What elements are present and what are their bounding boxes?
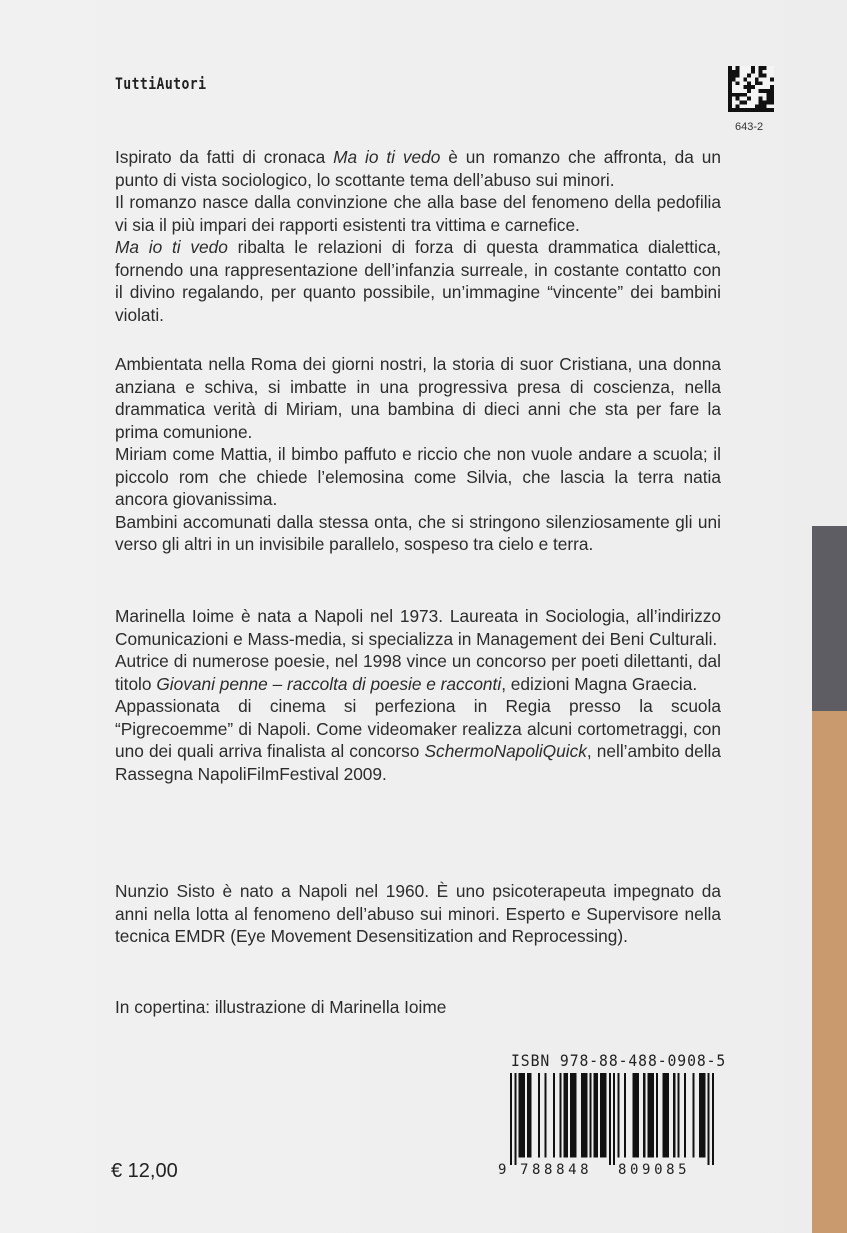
spine-stripe-gray <box>812 526 847 711</box>
barcode-bar <box>538 1073 540 1157</box>
author1-paragraph-1: Marinella Ioime è nata a Napoli nel 1973. Laureata in Sociologia, all’indirizzo Comunicazioni e Mass-media, si specializza in Management dei Beni Culturali. <box>115 606 721 649</box>
story-section <box>115 353 721 556</box>
barcode-bar <box>527 1073 529 1157</box>
author1-paragraph-2: Autrice di numerose poesie, nel 1998 vince un concorso per poeti dilettanti, dal titolo Giovani penne – raccolta di poesie e racconti, edizioni Magna Graecia. <box>115 651 721 694</box>
contest-title: SchermoNapoliQuick <box>424 741 587 761</box>
barcode-bar <box>647 1073 649 1157</box>
barcode-bar <box>519 1073 521 1157</box>
barcode-bar <box>570 1073 572 1157</box>
barcode-bar <box>712 1073 714 1165</box>
barcode-bar <box>699 1073 701 1157</box>
cover-credit: In copertina: illustrazione di Marinella Ioime <box>115 997 447 1017</box>
barcode-bar <box>553 1073 555 1157</box>
barcode-bar <box>656 1073 658 1157</box>
story-paragraph-2: Miriam come Mattia, il bimbo paffuto e riccio che non vuole andare a scuola; il piccolo rom che chiede l’elemosina come Silvia, che lascia la terra natia ancora giovanissima. <box>115 444 721 509</box>
author2-paragraph-1: Nunzio Sisto è nato a Napoli nel 1960. È uno psicoterapeuta impegnato da anni nella lotta al fenomeno dell’abuso sui minori. Esperto e Supervisore nella tecnica EMDR (Eye Movement Desensitization and Reprocessing). <box>115 881 721 946</box>
barcode-bar <box>650 1073 652 1157</box>
barcode-bar <box>585 1073 587 1157</box>
barcode-bar <box>665 1073 667 1157</box>
barcode-bar <box>703 1073 705 1157</box>
barcode-bar <box>559 1073 561 1157</box>
barcode-bar <box>600 1073 602 1157</box>
barcode-icon <box>510 1073 714 1165</box>
barcode-bar <box>677 1073 679 1157</box>
barcode-bar <box>572 1073 574 1157</box>
barcode-bar <box>609 1073 611 1165</box>
barcode-bar <box>708 1073 710 1165</box>
barcode-bar <box>652 1073 654 1157</box>
isbn-label: ISBN 978-88-488-0908-5 <box>511 1051 727 1070</box>
publisher-logo: TuttiAutori <box>115 74 207 93</box>
barcode-bar <box>684 1073 686 1157</box>
barcode-bar <box>523 1073 525 1157</box>
author-marinella-bio <box>115 605 721 785</box>
barcode-bar <box>596 1073 598 1157</box>
barcode-bar <box>514 1073 516 1165</box>
barcode-bar <box>637 1073 639 1157</box>
barcode-bar <box>624 1073 626 1157</box>
story-paragraph-3: Bambini accomunati dalla stessa onta, che si stringono silenziosamente gli uni verso gli altri in un invisibile parallelo, sospeso tra cielo e terra. <box>115 511 721 554</box>
barcode-bar <box>510 1073 512 1165</box>
barcode-bar <box>662 1073 664 1157</box>
barcode-bar <box>581 1073 583 1157</box>
barcode-bar <box>589 1073 591 1157</box>
barcode-left-group: 788848 <box>520 1162 593 1178</box>
barcode-bar <box>564 1073 566 1157</box>
book-title: Ma io ti vedo <box>115 237 228 257</box>
barcode-bar <box>544 1073 546 1157</box>
barcode-bar <box>701 1073 703 1157</box>
synopsis-section <box>115 146 721 326</box>
barcode-bar <box>566 1073 568 1157</box>
synopsis-paragraph-3: Ma io ti vedo ribalta le relazioni di forza di questa drammatica dialettica, fornendo una rappresentazione dell’infanzia surreale, in costante contatto con il divino regalando, per quanto possibile, un’immagine “vincente” dei bambini violati. <box>115 237 721 325</box>
barcode-bar <box>574 1073 576 1157</box>
barcode-right-group: 809085 <box>618 1162 691 1178</box>
barcode-bar <box>521 1073 523 1157</box>
barcode-bar <box>583 1073 585 1157</box>
author1-paragraph-3: Appassionata di cinema si perfeziona in Regia presso la scuola “Pigrecoemme” di Napoli. Come videomaker realizza alcuni cortometraggi, con uno dei quali arriva finalista al concorso SchermoNapoliQuick, nell’ambito della Rassegna NapoliFilmFestival 2009. <box>115 696 721 784</box>
spine-stripe-tan <box>812 711 847 1233</box>
barcode-bar <box>604 1073 606 1157</box>
barcode-bar <box>643 1073 645 1157</box>
barcode-bar <box>594 1073 596 1157</box>
barcode-first-digit: 9 <box>498 1162 507 1178</box>
barcode-bar <box>602 1073 604 1157</box>
story-paragraph-1: Ambientata nella Roma dei giorni nostri, la storia di suor Cristiana, una donna anziana e schiva, si imbatte in una progressiva presa di coscienza, nella drammatica verità di Miriam, una bambina di dieci anni che sta per fare la prima comunione. <box>115 354 721 442</box>
book-title: Ma io ti vedo <box>333 147 441 167</box>
poetry-title: Giovani penne – raccolta di poesie e racconti <box>156 673 502 694</box>
synopsis-paragraph-1: Ispirato da fatti di cronaca Ma io ti vedo è un romanzo che affronta, da un punto di vista sociologico, lo scottante tema dell’abuso sui minori. <box>115 147 722 190</box>
author-nunzio-bio <box>115 880 721 948</box>
barcode-bar <box>673 1073 675 1157</box>
barcode-bar <box>613 1073 615 1165</box>
price: € 12,00 <box>111 1160 178 1182</box>
barcode-bar <box>667 1073 669 1157</box>
barcode-bar <box>635 1073 637 1157</box>
qr-code-label: 643-2 <box>735 121 764 133</box>
barcode-bar <box>617 1073 619 1157</box>
qr-code-icon <box>728 66 774 112</box>
barcode-bar <box>693 1073 695 1157</box>
barcode-bar <box>632 1073 634 1157</box>
synopsis-paragraph-2: Il romanzo nasce dalla convinzione che alla base del fenomeno della pedofilia vi sia il più impari dei rapporti esistenti tra vittima e carnefice. <box>115 192 721 235</box>
barcode-bar <box>529 1073 531 1157</box>
